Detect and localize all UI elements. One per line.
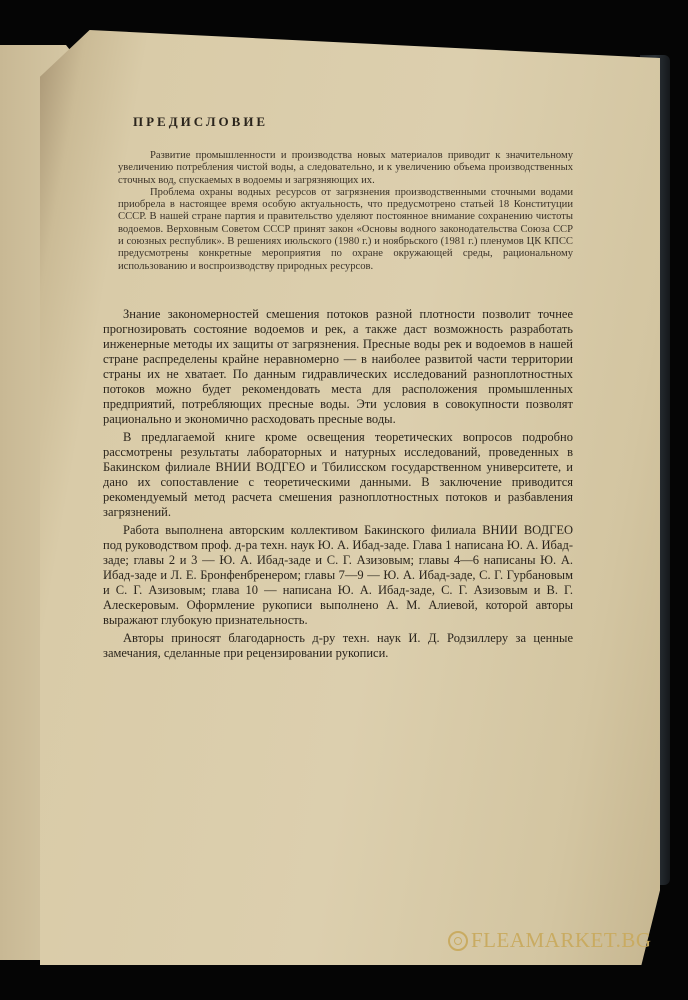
body-paragraph: Авторы приносят благодарность д-ру техн. наук И. Д. Родзиллеру за ценные замечания, сделанные при рецензировании рукописи. [103,631,573,660]
watermark-text: FLEAMARKET.BG [471,928,652,952]
intro-paragraph: Проблема охраны водных ресурсов от загрязнения производственными сточными водами приобрела в настоящее время особую актуальность, что предусмотрено статьей 18 Конституции СССР. В нашей стране партия и правительство уделяют постоянное внимание сохранению чистоты водоемов. Верховным Советом СССР принят закон «Основы водного законодательства Союза ССР и союзных республик». В решениях июльского (1980 г.) и ноябрьского (1981 г.) пленумов ЦК КПСС предусмотрены конкретные мероприятия по охране окружающей среды, рациональному использованию и воспроизводству природных ресурсов. [118,186,573,272]
page-heading: ПРЕДИСЛОВИЕ [133,114,269,129]
body-paragraph: Знание закономерностей смешения потоков разной плотности позволит точнее прогнозировать состояние водоемов и рек, а также даст возможность разработать инженерные методы их защиты от загрязнения. Пресные воды рек и водоемов в нашей стране распределены крайне неравномерно — в наиболее развитой части территории страны их не хватает. По данным гидравлических исследований разноплотностных потоков можно будет рекомендовать места для расположения промышленных предприятий, потребляющих пресные воды. Эти условия в совокупности позволят рационально и экономично расходовать пресные воды. [103,307,573,426]
intro-paragraph: Развитие промышленности и производства новых материалов приводит к значительному увеличению потребления чистой воды, а следовательно, и к увеличению объема производственных сточных вод, спускаемых в водоемы и загрязняющих их. [118,150,573,186]
body-paragraph: Работа выполнена авторским коллективом Бакинского филиала ВНИИ ВОДГЕО под руководством проф. д-ра техн. наук Ю. А. Ибад-заде. Глава 1 написана Ю. А. Ибад-заде; главы 2 и 3 — Ю. А. Ибад-заде и С. Г. Азизовым; главы 4—6 написаны Ю. А. Ибад-заде и Л. Е. Бронфенбренером; главы 7—9 — Ю. А. Ибад-заде, С. Г. Гурбановым и С. Г. Азизовым; глава 10 — написана Ю. А. Ибад-заде, С. Г. Азизовым и В. Г. Алескеровым. Оформление рукописи выполнено А. М. Алиевой, которой авторы выражают глубокую признательность. [103,523,573,627]
coin-icon [448,931,468,951]
preface-main-block [103,307,573,664]
body-paragraph: В предлагаемой книге кроме освещения теоретических вопросов подробно рассмотрены результаты лабораторных и натурных исследований, проведенных в Бакинском филиале ВНИИ ВОДГЕО и Тбилисском государственном университете, и дано их сопоставление с теоретическими данными. В заключение приводится рекомендуемый метод расчета смешения разноплотностных потоков и разбавления загрязнений. [103,430,573,519]
preface-intro-block [118,150,573,273]
watermark [448,928,652,953]
